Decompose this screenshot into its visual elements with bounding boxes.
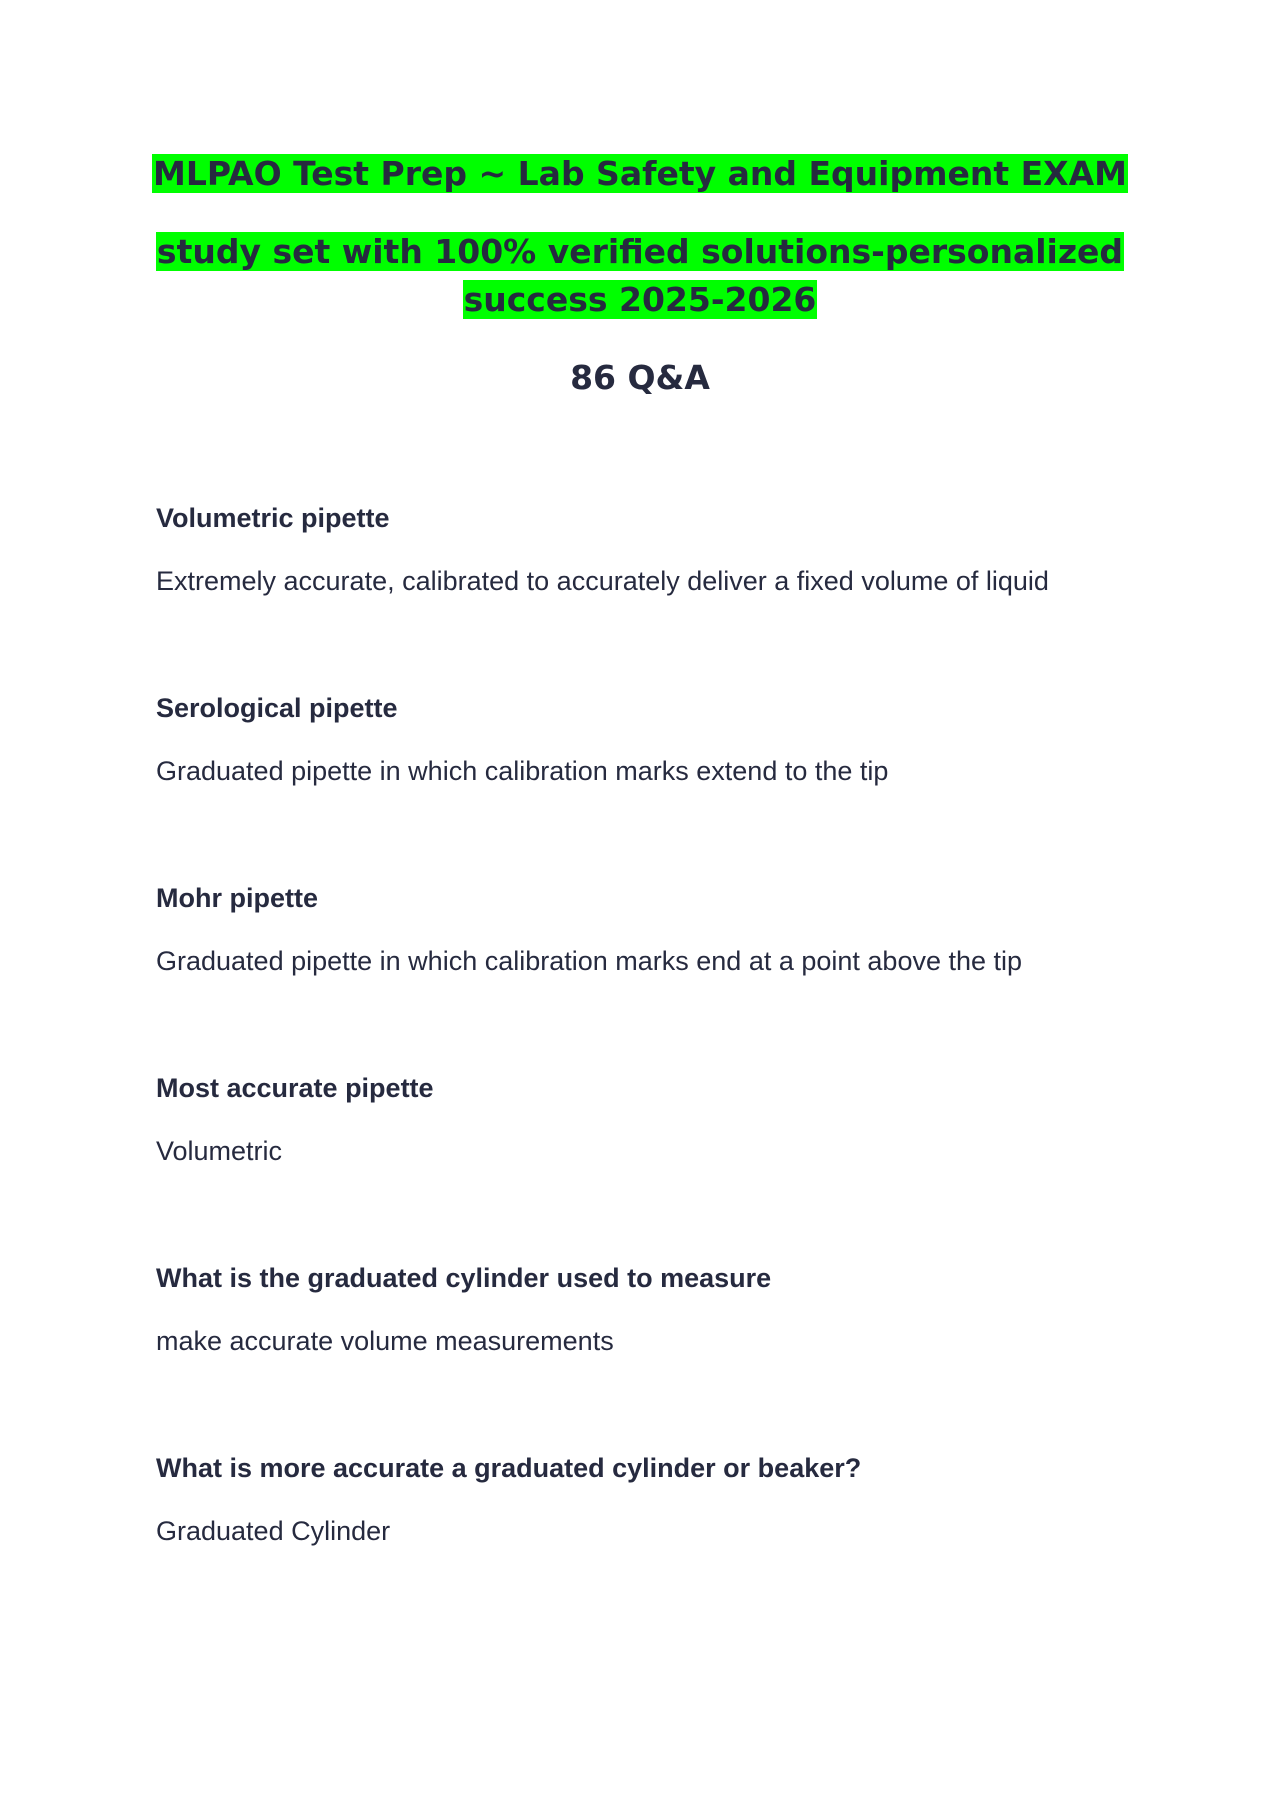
answer: Volumetric <box>156 1136 283 1166</box>
qa-item <box>156 880 1156 1070</box>
answer: Graduated Cylinder <box>156 1516 391 1546</box>
question: Serological pipette <box>156 693 398 723</box>
document-title-line-2 <box>150 228 1130 324</box>
question: What is the graduated cylinder used to measure <box>156 1263 772 1293</box>
qa-item <box>156 1070 1156 1260</box>
answer: Extremely accurate, calibrated to accurately deliver a fixed volume of liquid <box>156 566 1049 596</box>
qa-item <box>156 1260 1156 1450</box>
question: Most accurate pipette <box>156 1073 434 1103</box>
question-count: 86 Q&A <box>570 358 710 397</box>
question: Mohr pipette <box>156 883 318 913</box>
answer: make accurate volume measurements <box>156 1326 614 1356</box>
qa-list <box>156 500 1156 1640</box>
title-block <box>150 150 1130 402</box>
answer: Graduated pipette in which calibration marks extend to the tip <box>156 756 889 786</box>
document-title-line-1 <box>150 150 1130 198</box>
answer: Graduated pipette in which calibration marks end at a point above the tip <box>156 946 1023 976</box>
qa-item <box>156 1450 1156 1640</box>
question: What is more accurate a graduated cylinder or beaker? <box>156 1453 862 1483</box>
title-highlight-2: study set with 100% verified solutions-personalized success 2025-2026 <box>156 232 1124 319</box>
qa-item <box>156 690 1156 880</box>
title-highlight-1: MLPAO Test Prep ~ Lab Safety and Equipment EXAM <box>153 154 1127 193</box>
qa-item <box>156 500 1156 690</box>
question: Volumetric pipette <box>156 503 390 533</box>
